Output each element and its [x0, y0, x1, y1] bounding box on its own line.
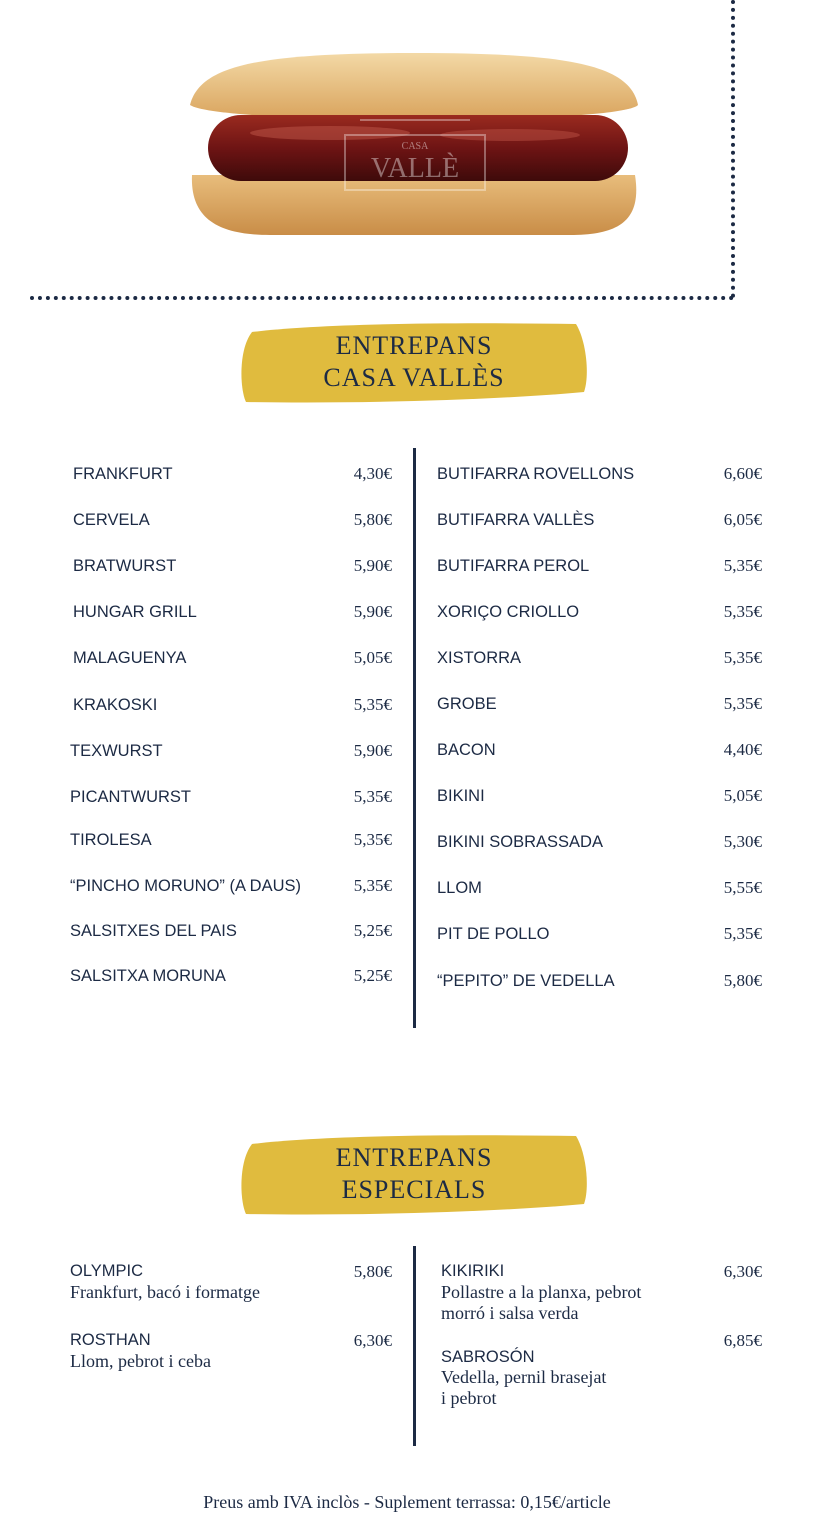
special-item-price: 6,85€ — [723, 1331, 762, 1350]
special-item-desc-line1: Vedella, pernil brasejat — [441, 1367, 607, 1387]
menu-item-name: BIKINI SOBRASSADA — [437, 833, 603, 851]
section-banner-casa-valles — [238, 320, 590, 406]
special-item — [70, 1331, 392, 1372]
menu-item-name: HUNGAR GRILL — [73, 603, 197, 621]
section-title — [238, 1142, 590, 1206]
menu-item-price: 4,40€ — [723, 740, 762, 759]
menu-item-row — [437, 786, 762, 810]
menu-item-price: 5,90€ — [353, 741, 392, 760]
watermark-name-text: VALLÈ — [370, 153, 460, 184]
menu-item-price: 5,25€ — [353, 966, 392, 985]
menu-item-price: 5,25€ — [353, 921, 392, 940]
menu-item-price: 5,05€ — [723, 786, 762, 805]
menu-item-price: 5,80€ — [353, 510, 392, 529]
column-divider — [413, 448, 416, 1028]
special-item-price: 6,30€ — [353, 1331, 392, 1350]
menu-item-row — [70, 830, 392, 854]
watermark-small-text: CASA — [401, 141, 429, 152]
menu-item-row — [437, 971, 762, 995]
section-title — [238, 330, 590, 394]
section-title-line1: ENTREPANS — [335, 331, 493, 360]
menu-item-name: FRANKFURT — [73, 465, 173, 483]
menu-item-row — [73, 510, 392, 534]
menu-item-price: 5,80€ — [723, 971, 762, 990]
menu-item-name: CERVELA — [73, 511, 150, 529]
special-item-desc: Frankfurt, bacó i formatge — [70, 1282, 260, 1302]
menu-item-row — [70, 876, 392, 900]
menu-item-row — [437, 740, 762, 764]
menu-item-row — [437, 694, 762, 718]
menu-item-price: 5,35€ — [723, 924, 762, 943]
special-item-name: OLYMPIC — [70, 1262, 144, 1280]
menu-item-row — [73, 556, 392, 580]
menu-item-row — [70, 741, 392, 765]
menu-item-price: 5,05€ — [353, 648, 392, 667]
special-item — [441, 1262, 762, 1324]
menu-item-row — [70, 921, 392, 945]
menu-item-price: 6,60€ — [723, 464, 762, 483]
hotdog-illustration-icon — [180, 45, 650, 245]
menu-item-name: “PEPITO” DE VEDELLA — [437, 972, 615, 990]
menu-item-name: “PINCHO MORUNO” (A DAUS) — [70, 877, 301, 895]
menu-item-row — [437, 510, 762, 534]
menu-item-name: TEXWURST — [70, 742, 163, 760]
menu-item-name: BUTIFARRA PEROL — [437, 557, 590, 575]
menu-item-name: BRATWURST — [73, 557, 177, 575]
menu-item-name: XISTORRA — [437, 649, 522, 667]
special-item-desc-line2: i pebrot — [441, 1388, 497, 1408]
menu-item-row — [73, 695, 392, 719]
menu-item-price: 5,35€ — [353, 695, 392, 714]
special-item-desc-line1: Pollastre a la planxa, pebrot — [441, 1282, 642, 1302]
menu-item-row — [73, 648, 392, 672]
special-item-price: 5,80€ — [353, 1262, 392, 1281]
menu-item-name: SALSITXES DEL PAIS — [70, 922, 237, 940]
section-banner-especials — [238, 1132, 590, 1218]
menu-item-name: BIKINI — [437, 787, 485, 805]
menu-item-row — [437, 648, 762, 672]
menu-item-name: SALSITXA MORUNA — [70, 967, 226, 985]
special-item-price: 6,30€ — [723, 1262, 762, 1281]
special-item-name: KIKIRIKI — [441, 1262, 505, 1280]
column-divider — [413, 1246, 416, 1446]
menu-item-row — [73, 464, 392, 488]
menu-item-name: PIT DE POLLO — [437, 925, 550, 943]
menu-item-price: 5,35€ — [723, 694, 762, 713]
menu-item-row — [73, 602, 392, 626]
special-item-desc-line2: morró i salsa verda — [441, 1303, 579, 1323]
menu-item-row — [437, 878, 762, 902]
menu-item-price: 5,35€ — [723, 556, 762, 575]
footer-note: Preus amb IVA inclòs - Suplement terrassa: 0,15€/article — [203, 1492, 611, 1512]
menu-item-price: 5,35€ — [353, 876, 392, 895]
special-item-name: SABROSÓN — [441, 1348, 535, 1366]
menu-item-price: 5,35€ — [353, 787, 392, 806]
menu-item-name: BUTIFARRA ROVELLONS — [437, 465, 635, 483]
menu-item-price: 4,30€ — [353, 464, 392, 483]
menu-item-name: MALAGUENYA — [73, 649, 187, 667]
menu-item-name: KRAKOSKI — [73, 696, 158, 714]
special-item-name: ROSTHAN — [70, 1331, 151, 1349]
menu-item-row — [437, 464, 762, 488]
dotted-border-vertical — [731, 0, 735, 298]
menu-item-price: 6,05€ — [723, 510, 762, 529]
menu-item-row — [70, 787, 392, 811]
menu-item-row — [437, 602, 762, 626]
menu-item-name: PICANTWURST — [70, 788, 191, 806]
section-title-line1: ENTREPANS — [335, 1143, 493, 1172]
menu-item-name: BACON — [437, 741, 496, 759]
menu-item-name: LLOM — [437, 879, 482, 897]
section-title-line2: ESPECIALS — [341, 1175, 487, 1204]
special-item — [70, 1262, 392, 1303]
menu-item-price: 5,55€ — [723, 878, 762, 897]
menu-item-row — [437, 924, 762, 948]
menu-item-row — [437, 556, 762, 580]
special-item — [441, 1331, 762, 1409]
section-title-line2: CASA VALLÈS — [323, 363, 505, 392]
dotted-border-horizontal — [30, 296, 734, 300]
menu-item-price: 5,30€ — [723, 832, 762, 851]
menu-item-name: BUTIFARRA VALLÈS — [437, 511, 595, 529]
menu-item-row — [437, 832, 762, 856]
menu-item-name: TIROLESA — [70, 831, 152, 849]
menu-item-price: 5,35€ — [723, 602, 762, 621]
special-item-desc: Llom, pebrot i ceba — [70, 1351, 211, 1371]
menu-item-price: 5,35€ — [723, 648, 762, 667]
menu-item-name: XORIÇO CRIOLLO — [437, 603, 580, 621]
menu-item-row — [70, 966, 392, 990]
menu-item-price: 5,90€ — [353, 602, 392, 621]
menu-item-price: 5,35€ — [353, 830, 392, 849]
menu-item-name: GROBE — [437, 695, 497, 713]
menu-item-price: 5,90€ — [353, 556, 392, 575]
